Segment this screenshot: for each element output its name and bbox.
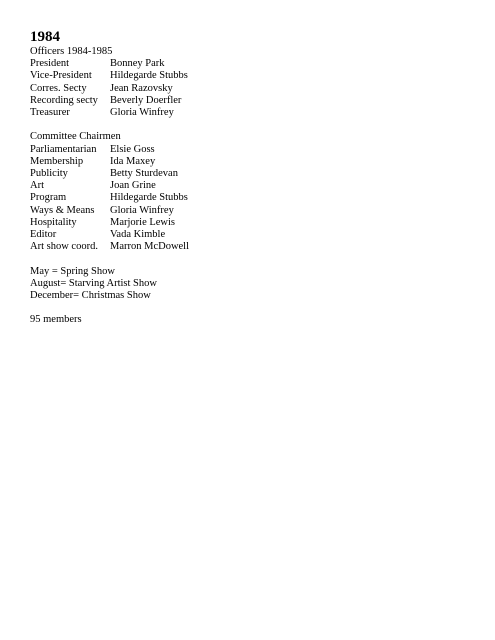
committee-row	[30, 217, 470, 229]
officer-role: President	[30, 58, 70, 70]
committee-name: Vada Kimble	[110, 229, 166, 241]
committee-row	[30, 156, 470, 168]
show-item: December= Christmas Show	[30, 290, 151, 302]
committee-role: Publicity	[30, 168, 68, 180]
officer-role: Recording secty	[30, 94, 98, 106]
committee-row	[30, 144, 470, 156]
officer-row	[30, 107, 470, 119]
officer-row	[30, 58, 470, 70]
spacer	[30, 119, 470, 131]
shows-list	[30, 266, 470, 303]
officer-role: Corres. Secty	[30, 82, 87, 94]
committee-name: Gloria Winfrey	[110, 204, 174, 216]
committee-row	[30, 205, 470, 217]
committee-row	[30, 229, 470, 241]
committee-role: Ways & Means	[30, 204, 95, 216]
show-item: August= Starving Artist Show	[30, 277, 157, 289]
committee-name: Marron McDowell	[110, 241, 190, 253]
officer-name: Bonney Park	[110, 58, 165, 70]
committee-name: Elsie Goss	[110, 143, 155, 155]
officers-heading: Officers 1984-1985	[30, 46, 113, 57]
committee-name: Hildegarde Stubbs	[110, 192, 188, 204]
committee-role: Membership	[30, 155, 84, 167]
committee-role: Program	[30, 192, 67, 204]
committee-name: Ida Maxey	[110, 155, 156, 167]
committee-row	[30, 180, 470, 192]
document-page	[30, 28, 470, 327]
spacer	[30, 253, 470, 265]
member-count: 95 members	[30, 314, 82, 326]
year-heading: 1984	[30, 29, 60, 45]
committee-role: Art show coord.	[30, 241, 98, 253]
committee-role: Editor	[30, 229, 57, 241]
officer-name: Gloria Winfrey	[110, 107, 174, 119]
committee-name: Betty Sturdevan	[110, 168, 178, 180]
committee-name: Joan Grine	[110, 180, 156, 192]
officer-row	[30, 83, 470, 95]
officer-role: Vice-President	[30, 70, 92, 82]
officers-list	[30, 58, 470, 119]
spacer	[30, 302, 470, 314]
officer-row	[30, 70, 470, 82]
officer-role: Treasurer	[30, 107, 70, 119]
officer-row	[30, 95, 470, 107]
officer-name: Jean Razovsky	[110, 82, 173, 94]
committee-role: Art	[30, 180, 44, 192]
committee-heading: Committee Chairmen	[30, 131, 121, 143]
show-item: May = Spring Show	[30, 265, 115, 277]
committee-role: Parliamentarian	[30, 143, 97, 155]
officer-name: Hildegarde Stubbs	[110, 70, 188, 82]
committee-row	[30, 241, 470, 253]
committee-row	[30, 192, 470, 204]
committee-list	[30, 144, 470, 254]
committee-name: Marjorie Lewis	[110, 216, 176, 228]
committee-role: Hospitality	[30, 216, 77, 228]
committee-row	[30, 168, 470, 180]
officer-name: Beverly Doerfler	[110, 94, 182, 106]
